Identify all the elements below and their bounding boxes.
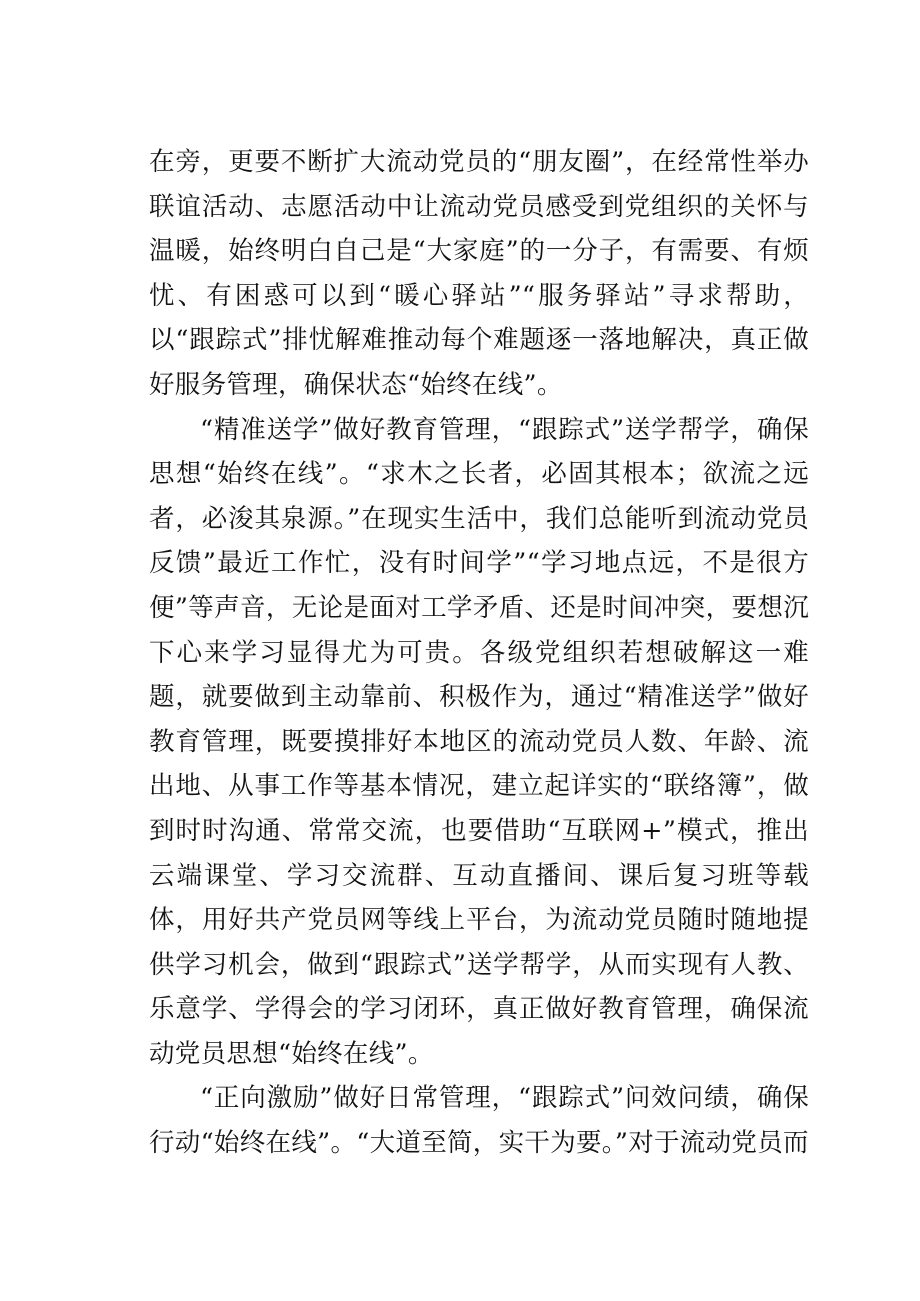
paragraph-daily-management: “正向激励”做好日常管理，“跟踪式”问效问绩，确保行动“始终在线”。“大道至简，实干为要。”对于流动党员而 bbox=[149, 1083, 809, 1159]
paragraph-continuation: 在旁，更要不断扩大流动党员的“朋友圈”，在经常性举办联谊活动、志愿活动中让流动党员感受到党组织的关怀与温暖，始终明白自己是“大家庭”的一分子，有需要、有烦忧、有困惑可以到“暖心驿站”“服务驿站”寻求帮助，以“跟踪式”排忧解难推动每个难题逐一落地解决，真正做好服务管理，确保状态“始终在线”。 bbox=[149, 147, 809, 400]
document-body bbox=[149, 140, 809, 1166]
paragraph-education-management: “精准送学”做好教育管理，“跟踪式”送学帮学，确保思想“始终在线”。“求木之长者，必固其根本；欲流之远者，必浚其泉源。”在现实生活中，我们总能听到流动党员反馈”最近工作忙，没有时间学”“学习地点远，不是很方便”等声音，无论是面对工学矛盾、还是时间冲突，要想沉下心来学习显得尤为可贵。各级党组织若想破解这一难题，就要做到主动靠前、积极作为，通过“精准送学”做好教育管理，既要摸排好本地区的流动党员人数、年龄、流出地、从事工作等基本情况，建立起详实的“联络簿”，做到时时沟通、常常交流，也要借助“互联网+”模式，推出云端课堂、学习交流群、互动直播间、课后复习班等载体，用好共产党员网等线上平台，为流动党员随时随地提供学习机会，做到“跟踪式”送学帮学，从而实现有人教、乐意学、学得会的学习闭环，真正做好教育管理，确保流动党员思想“始终在线”。 bbox=[149, 414, 809, 1069]
